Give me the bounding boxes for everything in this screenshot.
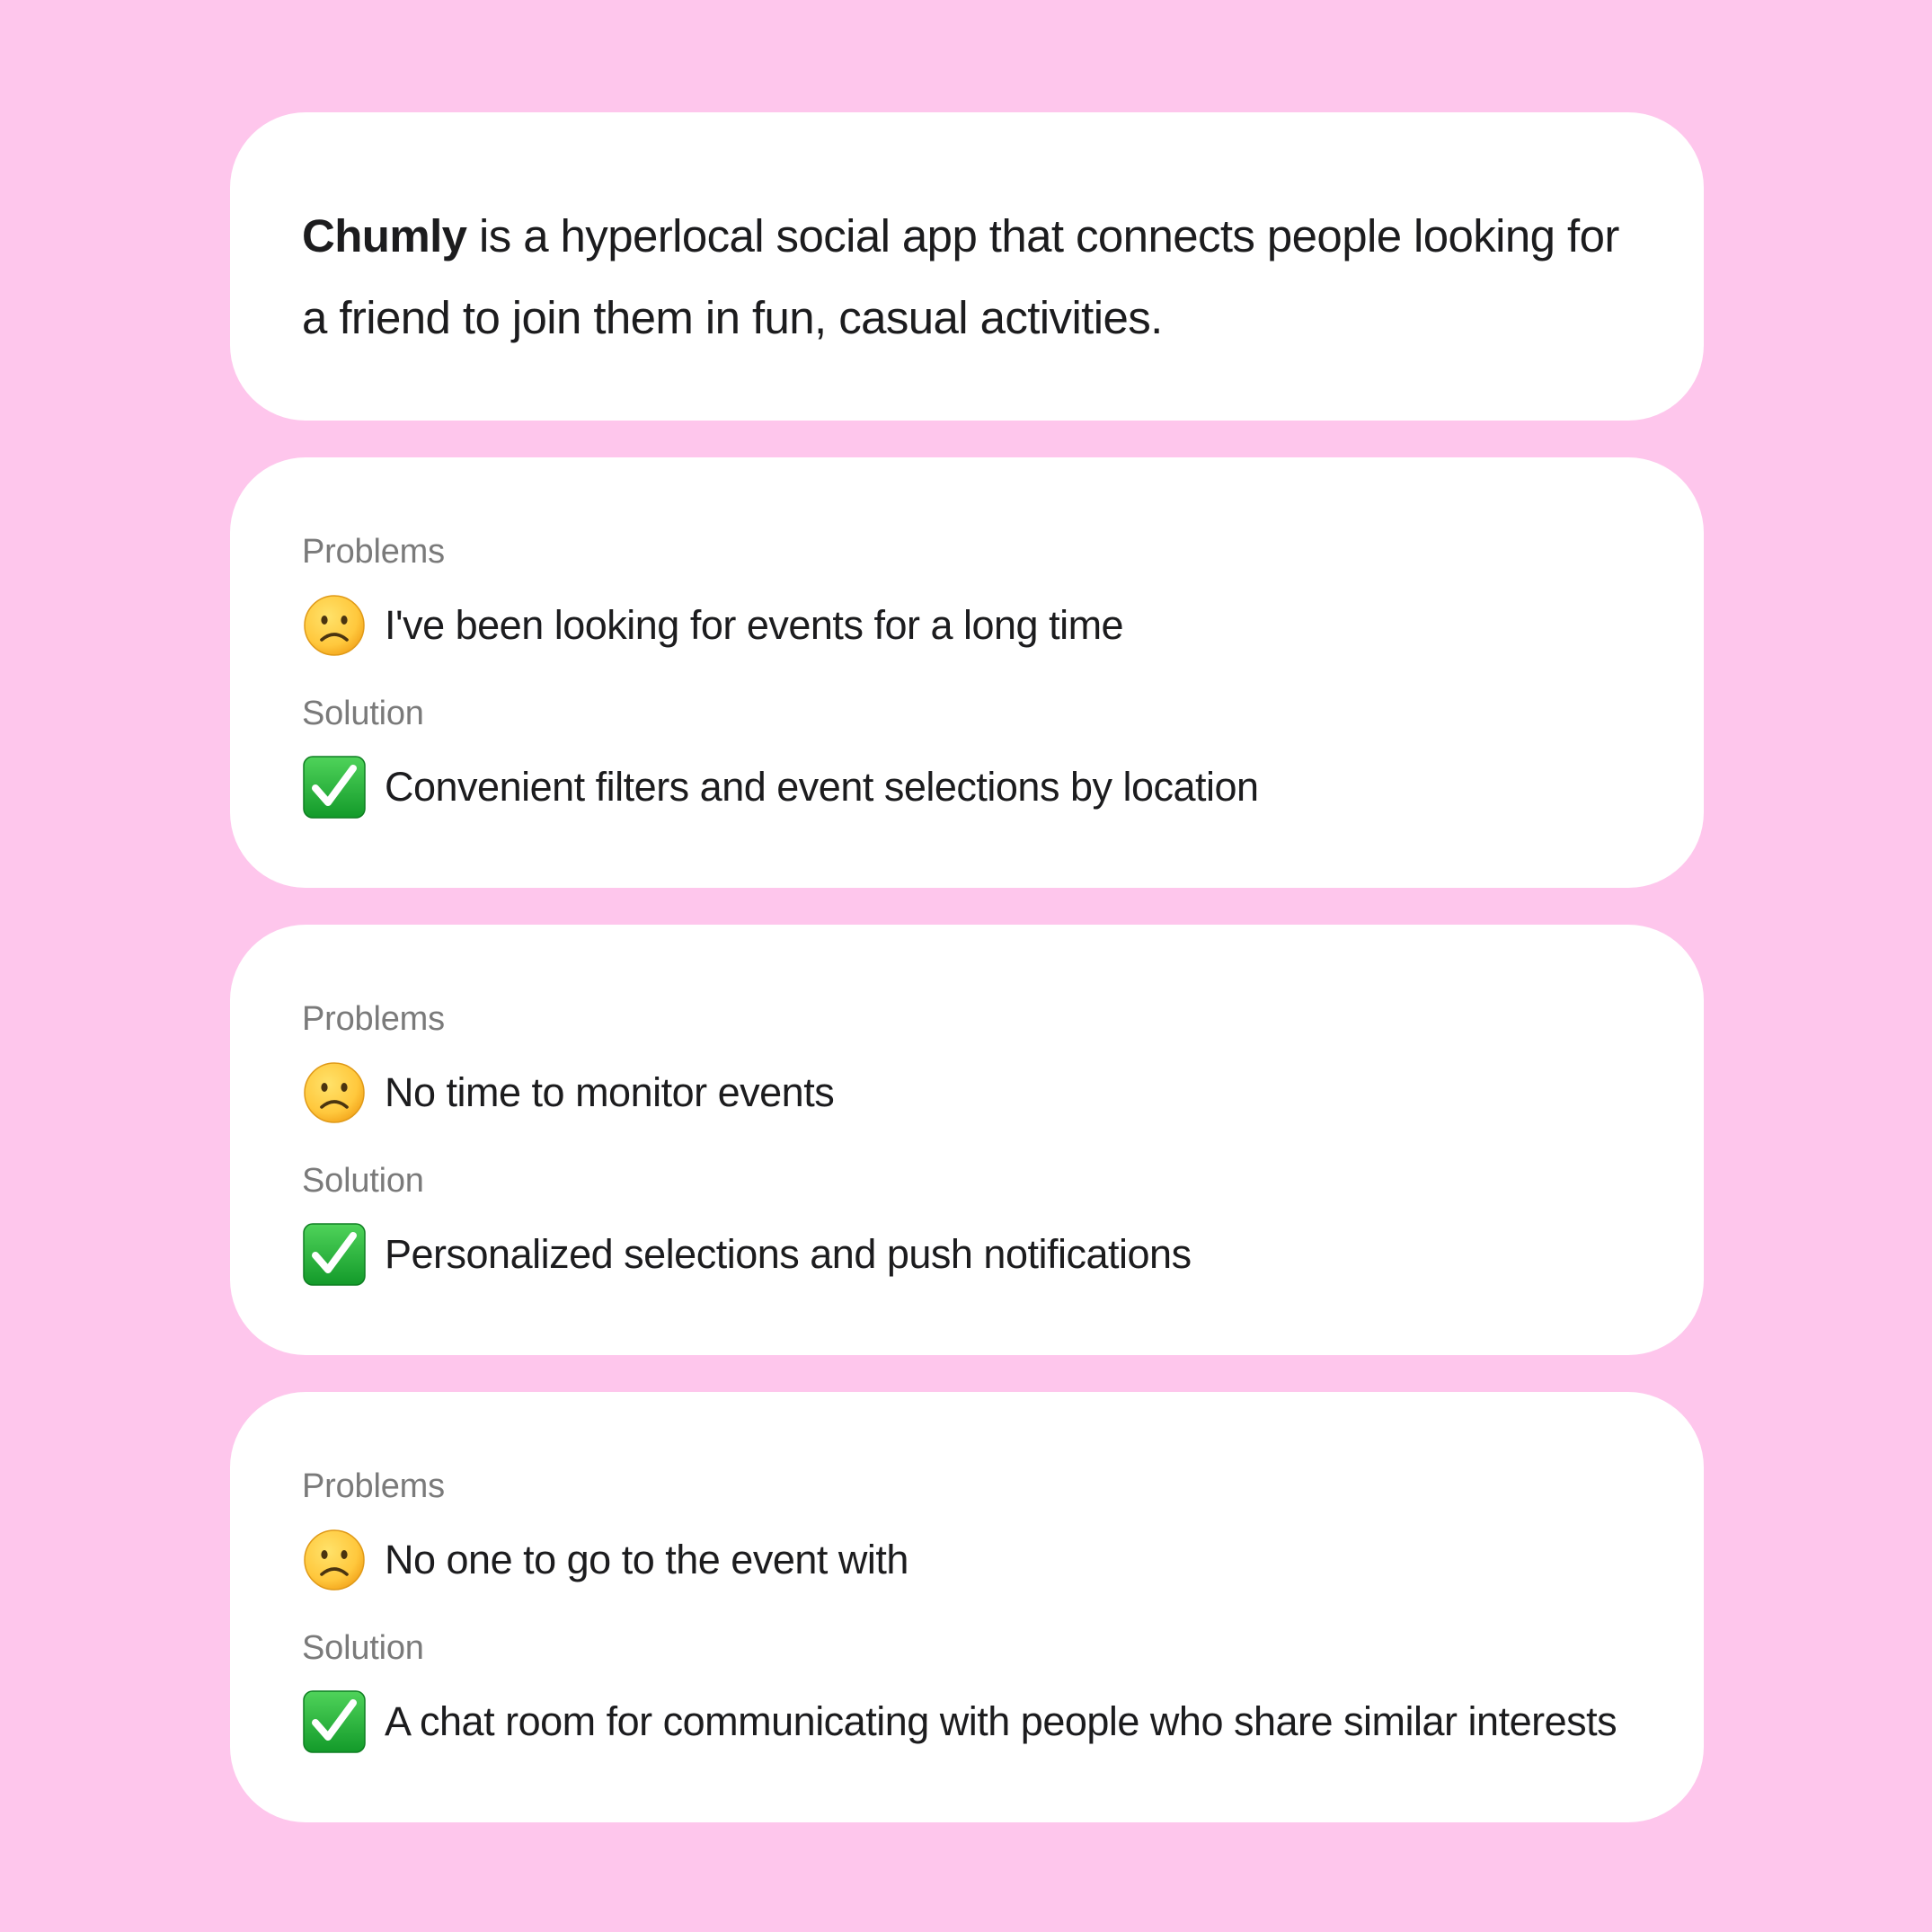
solution-row (302, 1221, 1192, 1288)
solution-label: Solution (302, 1629, 424, 1667)
problem-row (302, 592, 1123, 659)
brand-name: Chumly (302, 210, 467, 261)
problem-text: No one to go to the event with (385, 1537, 908, 1582)
problem-row (302, 1059, 834, 1126)
check-mark-icon (302, 1222, 367, 1287)
solution-label: Solution (302, 695, 424, 732)
problem-text: I've been looking for events for a long time (385, 602, 1124, 648)
check-mark-icon (302, 755, 367, 820)
solution-row (302, 1688, 1617, 1755)
problem-row (302, 1527, 908, 1593)
frowning-face-icon (302, 1060, 367, 1125)
problem-solution-card (230, 925, 1704, 1355)
problem-text: No time to monitor events (385, 1069, 835, 1115)
frowning-face-icon (302, 593, 367, 658)
intro-card (230, 112, 1704, 421)
problem-solution-card (230, 457, 1704, 888)
problem-solution-card (230, 1392, 1704, 1822)
intro-description: is a hyperlocal social app that connects people looking for a friend to join them in fun, casual activities. (302, 210, 1619, 343)
problem-label: Problems (302, 533, 445, 571)
frowning-face-icon (302, 1528, 367, 1592)
intro-text (302, 195, 1632, 359)
problem-label: Problems (302, 1000, 445, 1038)
check-mark-icon (302, 1689, 367, 1754)
solution-row (302, 754, 1259, 820)
solution-text: Convenient filters and event selections by location (385, 764, 1259, 810)
problem-label: Problems (302, 1467, 445, 1505)
solution-label: Solution (302, 1162, 424, 1200)
solution-text: Personalized selections and push notifications (385, 1231, 1192, 1277)
solution-text: A chat room for communicating with people who share similar interests (385, 1698, 1617, 1744)
